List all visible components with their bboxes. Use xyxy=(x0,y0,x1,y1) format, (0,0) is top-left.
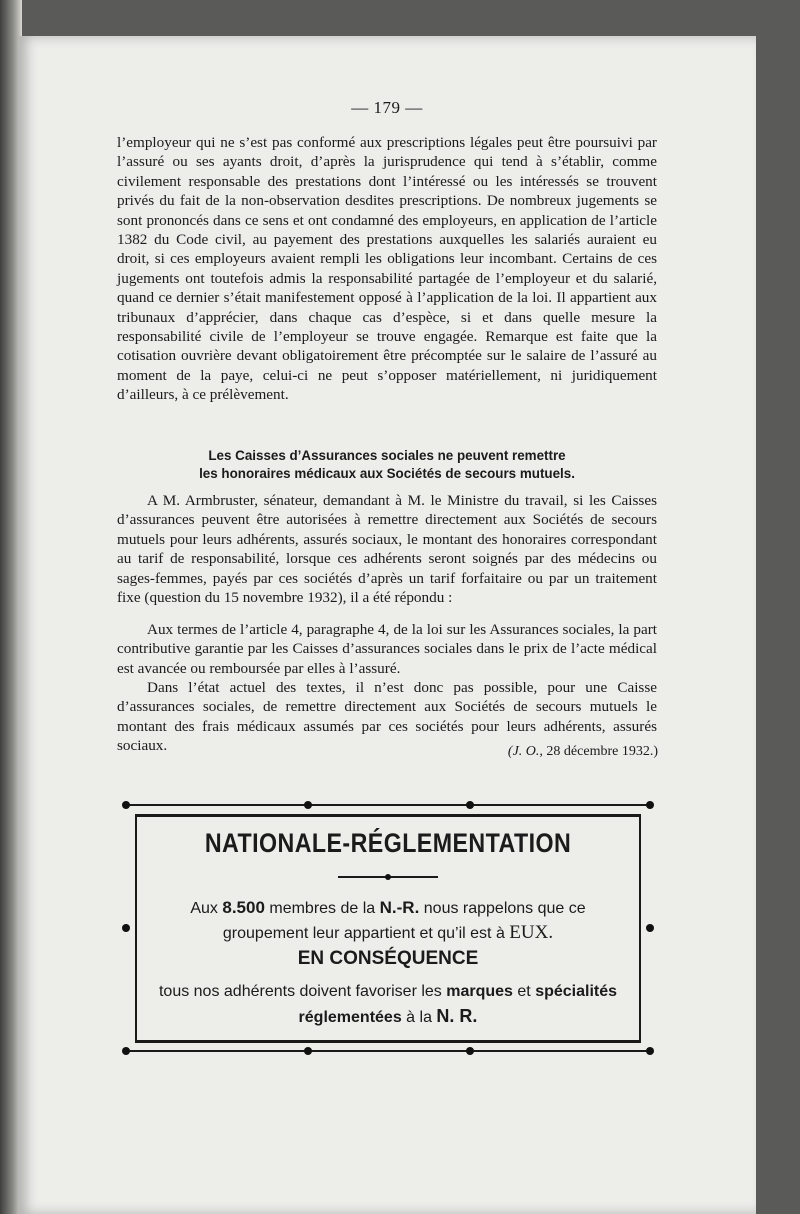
ad-line-3: tous nos adhérents doivent favoriser les marques et spécialités xyxy=(158,983,618,1000)
citation-source: (J. O., xyxy=(507,744,543,759)
citation xyxy=(508,744,658,760)
title-underline-dot xyxy=(385,874,391,880)
paragraph-answer-2: Dans l’état actuel des textes, il n’est donc pas possible, pour une Caisse d’assurances sociales, de remettre directement aux Sociétés de secours mutuels le montant des frais médicaux assumés par ces sociétés pour leurs adhérents, assurés sociaux. xyxy=(117,679,657,755)
ad-line-4: réglementées à la N. R. xyxy=(298,1006,478,1026)
section-heading xyxy=(117,447,657,483)
ornament-dot xyxy=(466,801,474,809)
ornament-dot xyxy=(304,1047,312,1055)
paragraph-question: A M. Armbruster, sénateur, demandant à M. le Ministre du travail, si les Caisses d’assurances peuvent être autorisées à remettre directement aux Sociétés de secours mutuels pour leurs adhérents, assurés sociaux, le montant des honoraires correspondant au tarif de responsabilité, lorsque ces adhérents seront soignés par des médecins ou sages-femmes, payés par ces sociétés d’après un tarif forfaitaire ou par un traitement fixe (question du 15 novembre 1932), il a été répondu : xyxy=(117,492,657,607)
page-number: — 179 — xyxy=(351,98,423,117)
ornament-dot xyxy=(646,801,654,809)
ornament-dot xyxy=(304,801,312,809)
ad-line-1: Aux 8.500 membres de la N.-R. nous rappelons que ce xyxy=(190,898,586,917)
nr-abbreviation: N.-R. xyxy=(379,898,420,917)
nr-abbreviation-2: N. R. xyxy=(436,1006,478,1026)
paragraph-employer-liability: l’employeur qui ne s’est pas conformé aux prescriptions légales peut être poursuivi par l’assuré ou ses ayants droit, d’après la jurisprudence qui tend à s’établir, comme civilement responsable des prestations dont l’intéressé ou les intéressés se trouvent privés du fait de la non-observation desdites prescriptions. De nombreux jugements se sont prononcés dans ce sens et ont condamné des employeurs, en application de l’article 1382 du Code civil, au payement des prestations auxquelles les salariés auraient eu droit, si ces employeurs avaient rempli les obligations leur incombant. Certains de ces jugements ont toutefois admis la responsabilité partagée de l’employeur et du salarié, quand ce dernier s’était manifestement opposé à l’application de la loi. Il appartient aux tribunaux d’apprécier, dans chaque cas d’espèce, si et dans quelle mesure la responsabilité civile de l’employeur se trouve engagée. Remarque est faite que la cotisation ouvrière devant obligatoirement être précomptée sur le salaire de l’assuré au moment de la paye, celui-ci ne peut s’opposer matériellement, ni juridiquement d’ailleurs, à ce prélèvement. xyxy=(117,134,657,404)
paragraph-answer-1: Aux termes de l’article 4, paragraphe 4, de la loi sur les Assurances sociales, la part contributive garantie par les Caisses d’assurances sociales dans le prix de l’acte médical est avancée ou remboursée par elles à l’assuré. xyxy=(117,621,657,677)
member-count: 8.500 xyxy=(222,898,265,917)
heading-line-2: les honoraires médicaux aux Sociétés de secours mutuels. xyxy=(199,466,575,481)
ad-call-to-action xyxy=(126,980,650,1030)
document-page xyxy=(18,36,756,1214)
ornament-dot xyxy=(466,1047,474,1055)
heading-line-1: Les Caisses d’Assurances sociales ne peuvent remettre xyxy=(208,448,566,463)
ad-title: NATIONALE-RÉGLEMENTATION xyxy=(204,828,572,858)
ornament-dot xyxy=(122,801,130,809)
ad-line-2: groupement leur appartient et qu’il est à EUX. xyxy=(222,922,554,943)
ad-subtitle: EN CONSÉQUENCE xyxy=(297,948,479,969)
ad-message xyxy=(126,896,650,946)
citation-date: 28 décembre 1932.) xyxy=(546,744,658,759)
ornament-dot xyxy=(646,1047,654,1055)
ornament-dot xyxy=(122,1047,130,1055)
advertisement-box xyxy=(126,804,650,1052)
